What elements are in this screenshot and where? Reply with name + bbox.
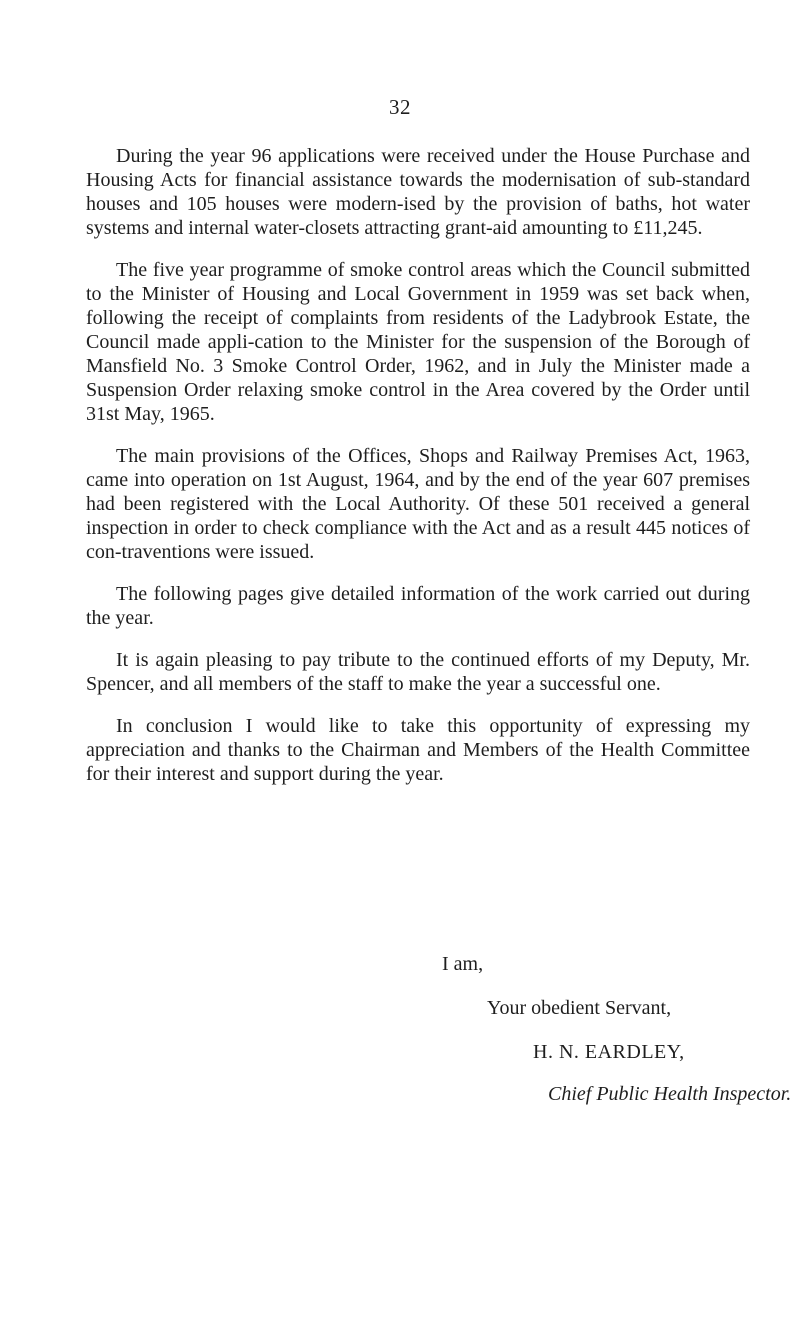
paragraph-housing-grants: During the year 96 applications were received under the House Purchase and Housing Acts for financial assistance towards the modernisation of sub-standard houses and 105 houses were modern-ised by the provision of baths, hot water systems and internal water-closets attracting grant-aid amounting to £11,245. bbox=[86, 145, 750, 239]
paragraph-offices-shops-act: The main provisions of the Offices, Shops and Railway Premises Act, 1963, came into operation on 1st August, 1964, and by the end of the year 607 premises had been registered with the Local Authority. Of these 501 received a general inspection in order to check compliance with the Act and as a result 445 notices of con-traventions were issued. bbox=[86, 445, 750, 563]
paragraph-conclusion: In conclusion I would like to take this opportunity of expressing my appreciation and thanks to the Chairman and Members of the Health Committee for their interest and support during the year. bbox=[86, 715, 750, 785]
report-body bbox=[86, 144, 750, 804]
signatory-name: H. N. EARDLEY, bbox=[533, 1041, 685, 1063]
signatory-title: Chief Public Health Inspector. bbox=[548, 1083, 792, 1105]
closing-i-am: I am, bbox=[442, 953, 484, 975]
page-number: 32 bbox=[389, 95, 411, 119]
paragraph-tribute: It is again pleasing to pay tribute to the continued efforts of my Deputy, Mr. Spencer, and all members of the staff to make the year a successful one. bbox=[86, 649, 750, 695]
paragraph-following-pages: The following pages give detailed information of the work carried out during the year. bbox=[86, 583, 750, 629]
closing-servant: Your obedient Servant, bbox=[487, 997, 672, 1019]
paragraph-smoke-control: The five year programme of smoke control areas which the Council submitted to the Minister of Housing and Local Government in 1959 was set back when, following the receipt of complaints from residents of the Ladybrook Estate, the Council made appli-cation to the Minister for the suspension of the Borough of Mansfield No. 3 Smoke Control Order, 1962, and in July the Minister made a Suspension Order relaxing smoke control in the Area covered by the Order until 31st May, 1965. bbox=[86, 259, 750, 425]
